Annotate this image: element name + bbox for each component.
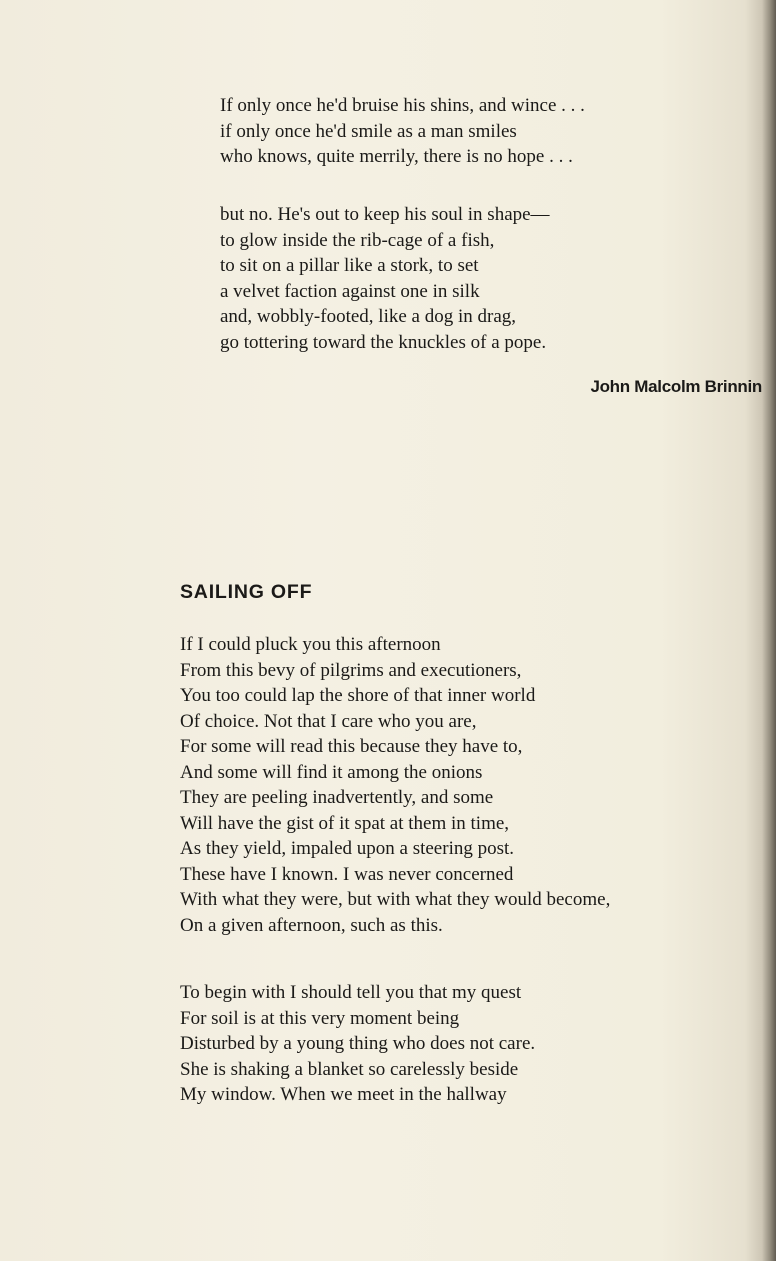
poem2-stanza-1 xyxy=(180,632,610,938)
poem-line: These have I known. I was never concerned xyxy=(180,863,514,885)
poem2-stanza-2 xyxy=(180,980,535,1108)
poem-line: Of choice. Not that I care who you are, xyxy=(180,710,477,732)
poem-line: to glow inside the rib-cage of a fish, xyxy=(220,229,495,251)
poem-line: who knows, quite merrily, there is no hope . . . xyxy=(220,146,573,167)
poem-author: John Malcolm Brinnin xyxy=(590,377,762,396)
poem-line: For some will read this because they have to, xyxy=(180,736,523,757)
poem-line: but no. He's out to keep his soul in shape— xyxy=(220,204,550,225)
poem-line: and, wobbly-footed, like a dog in drag, xyxy=(220,306,517,327)
poem-line: And some will find it among the onions xyxy=(180,761,483,783)
spine-shadow xyxy=(762,0,776,1261)
poem-line: to sit on a pillar like a stork, to set xyxy=(220,255,479,276)
poem-line: If I could pluck you this afternoon xyxy=(180,634,441,655)
poem-line: You too could lap the shore of that inner world xyxy=(180,685,536,706)
poem-line: a velvet faction against one in silk xyxy=(220,280,480,302)
poem1-stanza-1 xyxy=(220,93,585,170)
poem-line: If only once he'd bruise his shins, and wince . . . xyxy=(220,95,585,116)
poem-line: From this bevy of pilgrims and executioners, xyxy=(180,659,522,681)
poem-line: On a given afternoon, such as this. xyxy=(180,914,443,936)
poem-line: To begin with I should tell you that my quest xyxy=(180,982,522,1003)
poem-line: They are peeling inadvertently, and some xyxy=(180,787,494,808)
poem1-stanza-2 xyxy=(220,202,550,355)
poem-line: if only once he'd smile as a man smiles xyxy=(220,120,517,142)
poem-line: Will have the gist of it spat at them in time, xyxy=(180,812,510,834)
poem-line: Disturbed by a young thing who does not care. xyxy=(180,1033,536,1054)
poem-line: For soil is at this very moment being xyxy=(180,1007,460,1029)
poem-line: She is shaking a blanket so carelessly beside xyxy=(180,1058,519,1080)
poem-title: SAILING OFF xyxy=(180,581,313,603)
poem-line: My window. When we meet in the hallway xyxy=(180,1084,507,1105)
poem-line: With what they were, but with what they would become, xyxy=(180,889,611,910)
poem-line: go tottering toward the knuckles of a pope. xyxy=(220,331,547,353)
poem-line: As they yield, impaled upon a steering post. xyxy=(180,838,515,859)
